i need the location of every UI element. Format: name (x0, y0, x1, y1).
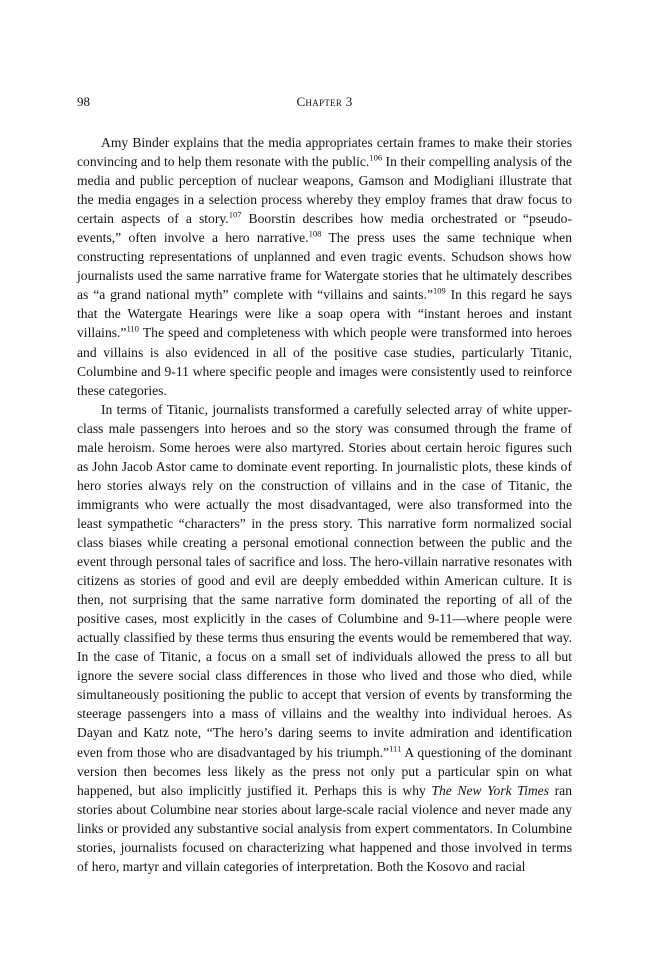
text-run: In terms of Titanic, journalists transformed a carefully selected array of white upper-class male passengers into heroes and so the story was consumed through the frame of male heroism. Some heroes were also martyred. Stories about certain heroic figures such as John Jacob Astor came to dominate event reporting. In journalistic plots, these kinds of hero stories always rely on the construction of villains and in the case of Titanic, the immigrants who were actually the most disadvantaged, were also transformed into the least sympathetic “characters” in the press story. This narrative form normalized social class biases while creating a personal emotional connection between the public and the event through personal tales of sacrifice and loss. The hero-villain narrative resonates with citizens as stories of good and evil are deeply embedded within American culture. It is then, not surprising that the same narrative form dominated the reporting of all of the positive cases, most explicitly in the cases of Columbine and 9-11—where people were actually classified by these terms thus ensuring the events would be remembered that way. In the case of Titanic, a focus on a small set of individuals allowed the press to all but ignore the severe social class differences in those who lived and those who died, while simultaneously positioning the public to accept that version of events by transforming the steerage passengers into a mass of villains and the wealthy into individual heroes. As Dayan and Katz note, “The hero’s daring seems to invite admiration and identification even from those who are disadvantaged by his triumph.” (77, 401, 572, 760)
text-run: In this regard he says that the Watergate Hearings were like a soap opera with “instant heroes and instant villains.” (77, 287, 572, 341)
running-header (77, 94, 572, 114)
chapter-title: Chapter 3 (296, 94, 353, 109)
text-run: A questioning of the dominant version then becomes less likely as the press not only put a particular spin on what happened, but also implicitly justified it. Perhaps this is why (77, 744, 572, 798)
paragraph (77, 400, 572, 876)
footnote-marker: 111 (389, 742, 402, 753)
text-run: The speed and completeness with which people were transformed into heroes and villains is also evidenced in all of the positive case studies, particularly Titanic, Columbine and 9-11 where specific people and images were consistently used to reinforce these categories. (77, 325, 572, 398)
text-run: ran stories about Columbine near stories about large-scale racial violence and never made any links or provided any substantive social analysis from expert commentators. In Columbine stories, journalists focused on characterizing what happened and those involved in terms of hero, martyr and villain categories of interpretation. Both the Kosovo and racial (77, 782, 572, 874)
text-run: Boorstin describes how media orchestrated or “pseudo-events,” often involve a hero narrative. (77, 211, 573, 246)
paragraph (77, 133, 572, 400)
footnote-marker: 109 (432, 285, 446, 296)
footnote-marker: 106 (369, 152, 383, 163)
footnote-marker: 107 (228, 209, 242, 220)
text-run: Amy Binder explains that the media appropriates certain frames to make their stories convincing and to help them resonate with the public. (77, 135, 572, 170)
page-number: 98 (77, 94, 90, 109)
text-run: In their compelling analysis of the media and public perception of nuclear weapons, Gamson and Modigliani illustrate that the media engages in a selection process whereby they employ frames that draw focus to certain aspects of a story. (77, 154, 572, 227)
text-run: The press uses the same technique when constructing representations of unplanned and even tragic events. Schudson shows how journalists used the same narrative frame for Watergate stories that he ultimately describes as “a grand national myth” complete with “villains and saints.” (77, 230, 572, 303)
body-text (77, 133, 572, 876)
publication-title: The New York Times (431, 782, 550, 798)
footnote-marker: 110 (126, 323, 139, 334)
footnote-marker: 108 (308, 228, 322, 239)
